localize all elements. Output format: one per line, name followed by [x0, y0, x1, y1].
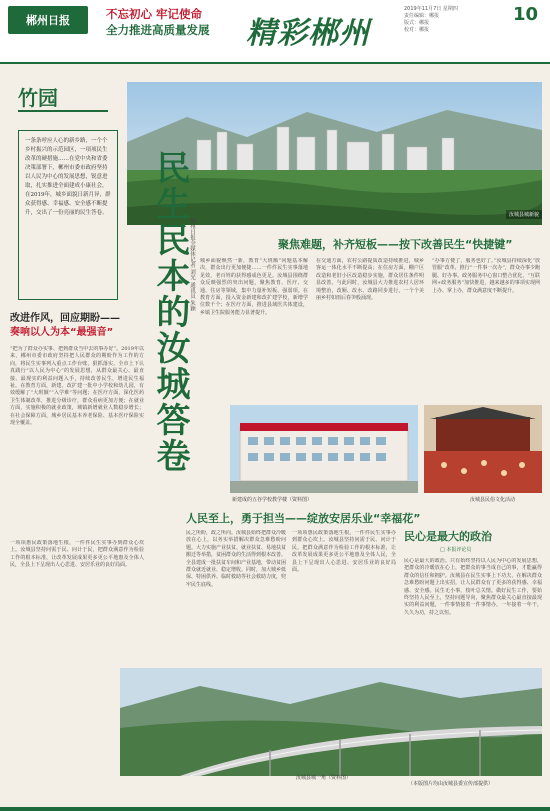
feature-vertical-title: 民生民本的汝城答卷 [150, 150, 190, 474]
commentary-heading: 民心是最大的政治 [404, 530, 492, 543]
section-2-body-col-1: 民之所盼，政之所向。汝城县始终把群众冷暖放在心上，以务实举措解决群众急难愁盼问题。大力实施产业扶贫、就业扶贫、易地扶贫搬迁等举措，贫困群众的生活得到根本改善。全县建成一批扶贫车间和产业基地，带动贫困群众就近就业、稳定增收。同时，加大城乡低保、特困供养、临时救助等社会救助力度，兜牢民生底线。 [186, 530, 286, 588]
page-header [0, 0, 550, 64]
section-2-body-col-2: 一项项惠民政策落地生根，一件件民生实事办到群众心坎上。汝城县坚持问需于民、问计于民，把群众满意作为检验工作的根本标准，让改革发展成果更多更公平地惠及全体人民，全县上下呈现出人心思进、安居乐业的良好局面。 [292, 530, 396, 574]
meta-line: 责任编辑：郴报 [404, 13, 440, 19]
slogan-line-2: 全力推进高质量发展 [106, 23, 210, 37]
page-number: 10 [512, 4, 538, 25]
meta-line: 版式：郴报 [404, 20, 430, 26]
column-headline [10, 312, 140, 340]
column-label: 竹园 [18, 86, 58, 110]
section-2-heading: 人民至上，勇于担当——绽放安居乐业“幸福花” [186, 512, 421, 525]
feature-byline: 郴州日报全媒体记者 刘光 通讯员 朱颖 [189, 218, 195, 312]
column-body-text-continued: 一项项惠民政策落地生根，一件件民生实事办到群众心坎上。汝城县坚持问需于民、问计于民，把群众满意作为检验工作的根本标准，让改革发展成果更多更公平地惠及全体人民，全县上下呈现出人心思进、安居乐业的良好局面。 [10, 540, 144, 569]
section-1-heading: 聚焦难题，补齐短板——按下改善民生“快捷键” [278, 238, 513, 251]
column-intro-box: 一条条呼应人心的新乡路，一个个乡村振兴的示范园区，一项项民生改革的硬措施……在党中央和省委决策部署下，郴州市委市政府坚持以人民为中心的发展思想，锐意进取，扎实推进全面建成小康社会，在2019年，城乡面貌日新月异，群众获得感、幸福感、安全感不断提升，交出了一份亮丽的民生答卷。 [18, 130, 118, 300]
commentary-author: □ 本报评论员 [440, 547, 472, 553]
school-building-photo [230, 405, 418, 493]
column-headline-line-2: 奏响以人为本“最强音” [10, 327, 114, 338]
column-body-text: “把为了群众办实事、把到群众当中去的事办好”。2019年以来，郴州市委市政府坚持把人民群众的期盼作为工作的方向，将民生实事列入重点工作台账，狠抓落实。全市上下认真践行“以人民为中心”的发展思想，从群众最关心、最直接、最现实的利益问题入手，持续改善民生，增进民生福祉。在教育方面，新建、改扩建一批中小学校和幼儿园，有效缓解了“大班额”“入学难”等问题；在医疗方面，深化医药卫生体制改革，推进分级诊疗，群众看病更加方便；在就业方面，实施积极的就业政策，城镇新增就业人数稳步增长；在社会保障方面，城乡居民基本养老保险、基本医疗保险实现全覆盖。 [10, 346, 144, 427]
photo-caption: 汝城县城一角（资料图） [296, 775, 352, 781]
section-brand-title: 精彩郴州 [246, 16, 370, 51]
column-headline-line-1: 改进作风，回应期盼—— [10, 313, 120, 324]
meta-line: 校对：郴报 [404, 27, 430, 33]
section-1-body-col-3: “办事方便了，服务也好了。”汝城县持续深化“放管服”改革，推行“一件事一次办”，群众办事少跑腿、好办事。政务服务中心窗口整合优化，“互联网+政务服务”加快推进，越来越多的事项实现网上办、掌上办，群众满意度不断提升。 [432, 258, 540, 294]
page-bottom-rule [0, 807, 550, 811]
masthead-logo: 郴州日报 [8, 6, 88, 34]
expressway-photo [120, 668, 542, 776]
photo-caption: 汝城县民俗文化活动 [470, 497, 516, 503]
photo-caption: 新建成的五谷学校教学楼（资料图） [232, 497, 313, 503]
meta-line: 2019年11月7日 星期四 [404, 6, 458, 12]
section-1-body-col-2: 在交通方面，农村公路提质改造持续推进，城乡客运一体化水平不断提高；在住房方面，棚户区改造和老旧小区改造稳步实施，群众居住条件明显改善。与此同时，汝城县大力推进农村人居环境整治，改厕、改水、改路同步进行，一个个美丽乡村如雨后春笋般涌现。 [316, 258, 424, 302]
slogan-line-1: 不忘初心 牢记使命 [106, 7, 203, 21]
commentary-body: 民心是最大的政治。只有始终坚持以人民为中心的发展思想，把群众的冷暖放在心上，把群众的事当成自己的事，才能赢得群众的信任和拥护。汝城县在民生实事上下功夫，在解决群众急难愁盼问题上出实招，让人民群众有了更多的获得感、幸福感、安全感。民生无小事，枝叶总关情。做好民生工作，要始终坚持人民至上，坚持问题导向，聚焦群众最关心最直接最现实的利益问题，一件事情接着一件事情办，一年接着一年干，久久为功，持之以恒。 [404, 558, 542, 616]
slogan [106, 6, 210, 38]
photo-caption: 汝城县城新貌 [506, 210, 542, 219]
column-label-underline [18, 110, 108, 112]
folk-festival-photo [424, 405, 542, 493]
photo-credit-note: （本版图片均由汝城县委宣传部提供） [408, 781, 494, 787]
section-1-body-col-1: 城乡面貌焕然一新，教育“大班额”问题基本解决，群众出行更加便捷……一件件民生实事落地见效，老百姓的获得感成色更足。汝城县围绕群众反映强烈的突出问题，聚焦教育、医疗、交通、住房等领域，集中力量补短板、强弱项。在教育方面，投入资金新建和改扩建学校，新增学位数千个；在医疗方面，推进县域医共体建设，乡镇卫生院服务能力显著提升。 [200, 258, 308, 316]
